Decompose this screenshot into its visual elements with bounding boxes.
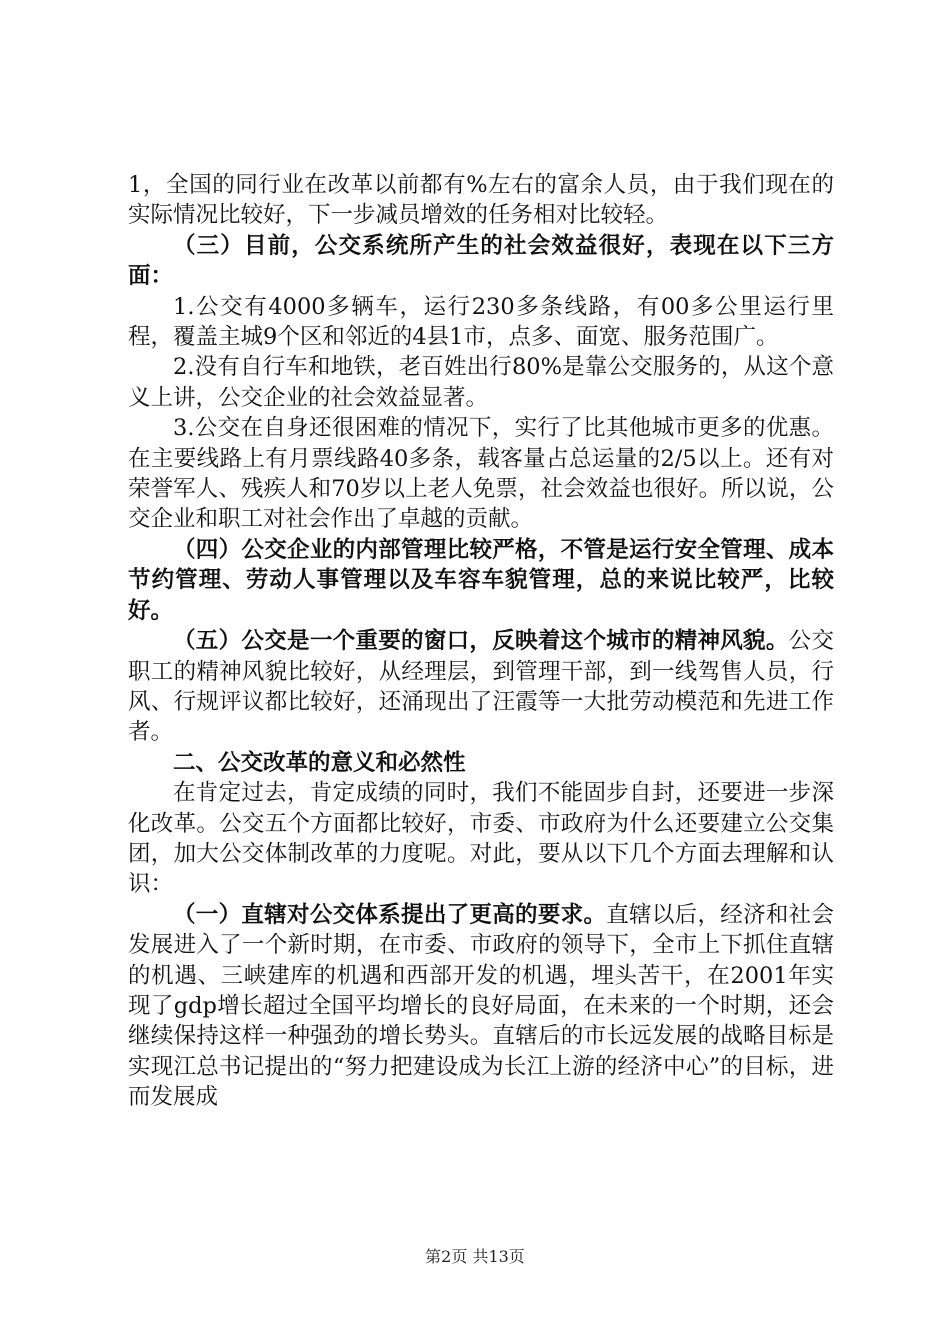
paragraph-item-2: 2.没有自行车和地铁，老百姓出行80%是靠公交服务的，从这个意义上讲，公交企业的社会效益显著。 xyxy=(128,354,834,411)
heading-section-5: （五）公交是一个重要的窗口，反映着这个城市的精神风貌。 xyxy=(173,628,789,655)
heading-part-2: 二、公交改革的意义和必然性 xyxy=(173,749,466,776)
paragraph-intro: 1，全国的同行业在改革以前都有%左右的富余人员，由于我们现在的实际情况比较好，下一步减员增效的任务相对比较轻。 xyxy=(128,172,834,229)
page-footer: 第2页 共13页 xyxy=(425,1247,525,1266)
heading-section-4: （四）公交企业的内部管理比较严格，不管是运行安全管理、成本节约管理、劳动人事管理以及车容车貌管理，总的来说比较严，比较好。 xyxy=(128,536,834,624)
heading-subsection-1: （一）直辖对公交体系提出了更高的要求。 xyxy=(173,901,607,928)
paragraph-subsection-1-body: 直辖以后，经济和社会发展进入了一个新时期，在市委、市政府的领导下，全市上下抓住直辖的机遇、三峡建库的机遇和西部开发的机遇，埋头苦干，在2001年实现了gdp增长超过全国平均增长的良好局面，在未来的一个时期，还会继续保持这样一种强劲的增长势头。直辖后的市长远发展的战略目标是实现江总书记提出的“努力把建设成为长江上游的经济中心”的目标，进而发展成 xyxy=(128,901,834,1111)
paragraph-part-2-intro: 在肯定过去，肯定成绩的同时，我们不能固步自封，还要进一步深化改革。公交五个方面都比较好，市委、市政府为什么还要建立公交集团，加大公交体制改革的力度呢。对此，要从以下几个方面去理解和认识： xyxy=(128,780,834,898)
paragraph-subsection-1 xyxy=(128,900,834,1113)
heading-section-3: （三）目前，公交系统所产生的社会效益很好，表现在以下三方面： xyxy=(128,232,834,290)
paragraph-section-5 xyxy=(128,626,834,748)
paragraph-item-3: 3.公交在自身还很困难的情况下，实行了比其他城市更多的优惠。在主要线路上有月票线路40多条，载客量占总运量的2/5以上。还有对荣誉军人、残疾人和70岁以上老人免票，社会效益也很好。所以说，公交企业和职工对社会作出了卓越的贡献。 xyxy=(128,415,834,533)
paragraph-section-5-body: 公交职工的精神风貌比较好，从经理层，到管理干部，到一线驾售人员，行风、行规评议都比较好，还涌现出了汪霞等一大批劳动模范和先进工作者。 xyxy=(128,628,834,746)
paragraph-item-1: 1.公交有4000多辆车，运行230多条线路，有00多公里运行里程，覆盖主城9个区和邻近的4县1市，点多、面宽、服务范围广。 xyxy=(128,293,834,351)
document-body xyxy=(128,170,834,1113)
